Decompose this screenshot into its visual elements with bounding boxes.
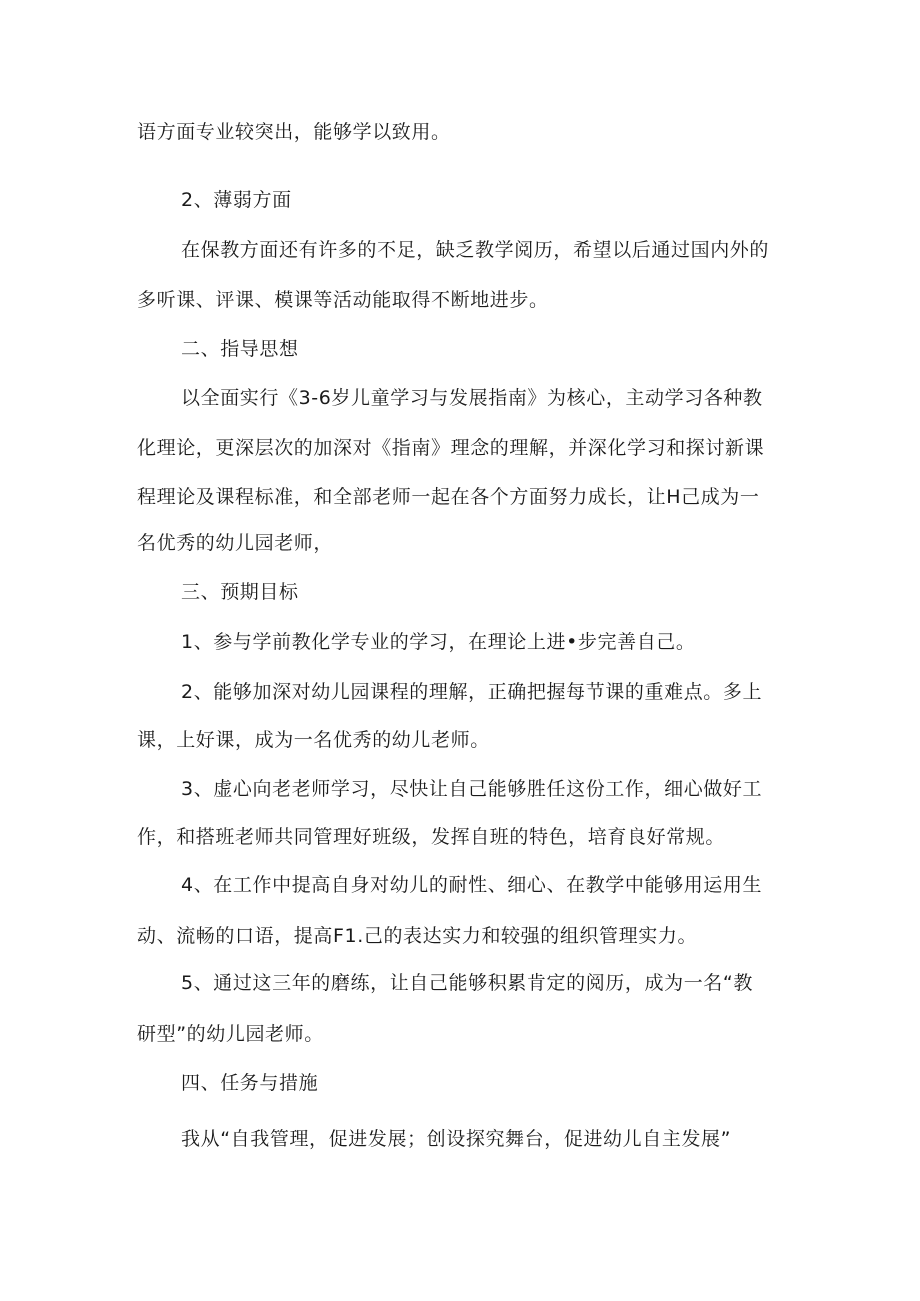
goal-item-4: 4、在工作中提高自身对幼儿的耐性、细心、在教学中能够用运用生 [181, 874, 763, 896]
text-line: 程理论及课程标准，和全部老师一起在各个方面努力成长，让H己成为一 [137, 486, 760, 508]
text-line: 动、流畅的口语，提高F1.己的表达实力和较强的组织管理实力。 [137, 925, 698, 947]
text-line: 课，上好课，成为一名优秀的幼儿老师。 [137, 729, 490, 751]
section-heading-expected-goals: 三、预期目标 [181, 581, 299, 603]
text-line: 我从“自我管理，促进发展；创设探究舞台，促进幼儿自主发展” [181, 1128, 732, 1150]
text-line: 研型”的幼儿园老师。 [137, 1023, 324, 1045]
text-line: 语方面专业较突出，能够学以致用。 [137, 121, 451, 143]
section-heading-guiding-thought: 二、指导思想 [181, 338, 299, 360]
text-line: 在保教方面还有许多的不足，缺乏教学阅历，希望以后通过国内外的 [181, 239, 770, 261]
goal-item-2: 2、能够加深对幼儿园课程的理解，正确把握每节课的重难点。多上 [181, 681, 763, 703]
text-line: 多听课、评课、模课等活动能取得不断地进步。 [137, 289, 549, 311]
text-line: 以全面实行《3-6岁儿童学习与发展指南》为核心，主动学习各种教 [181, 387, 763, 409]
text-line: 化理论，更深层次的加深对《指南》理念的理解，并深化学习和探讨新课 [137, 437, 765, 459]
text-line: 作，和搭班老师共同管理好班级，发挥自班的特色，培育良好常规。 [137, 826, 726, 848]
text-line: 名优秀的幼儿园老师， [137, 532, 334, 554]
section-heading-tasks-measures: 四、任务与措施 [181, 1072, 319, 1094]
goal-item-3: 3、虚心向老老师学习，尽快让自己能够胜任这份工作，细心做好工 [181, 778, 763, 800]
goal-item-1: 1、参与学前教化学专业的学习，在理论上进•步完善自己。 [181, 631, 696, 653]
subheading-weak-points: 2、薄弱方面 [181, 189, 292, 211]
goal-item-5: 5、通过这三年的磨练，让自己能够积累肯定的阅历，成为一名“教 [181, 972, 753, 994]
